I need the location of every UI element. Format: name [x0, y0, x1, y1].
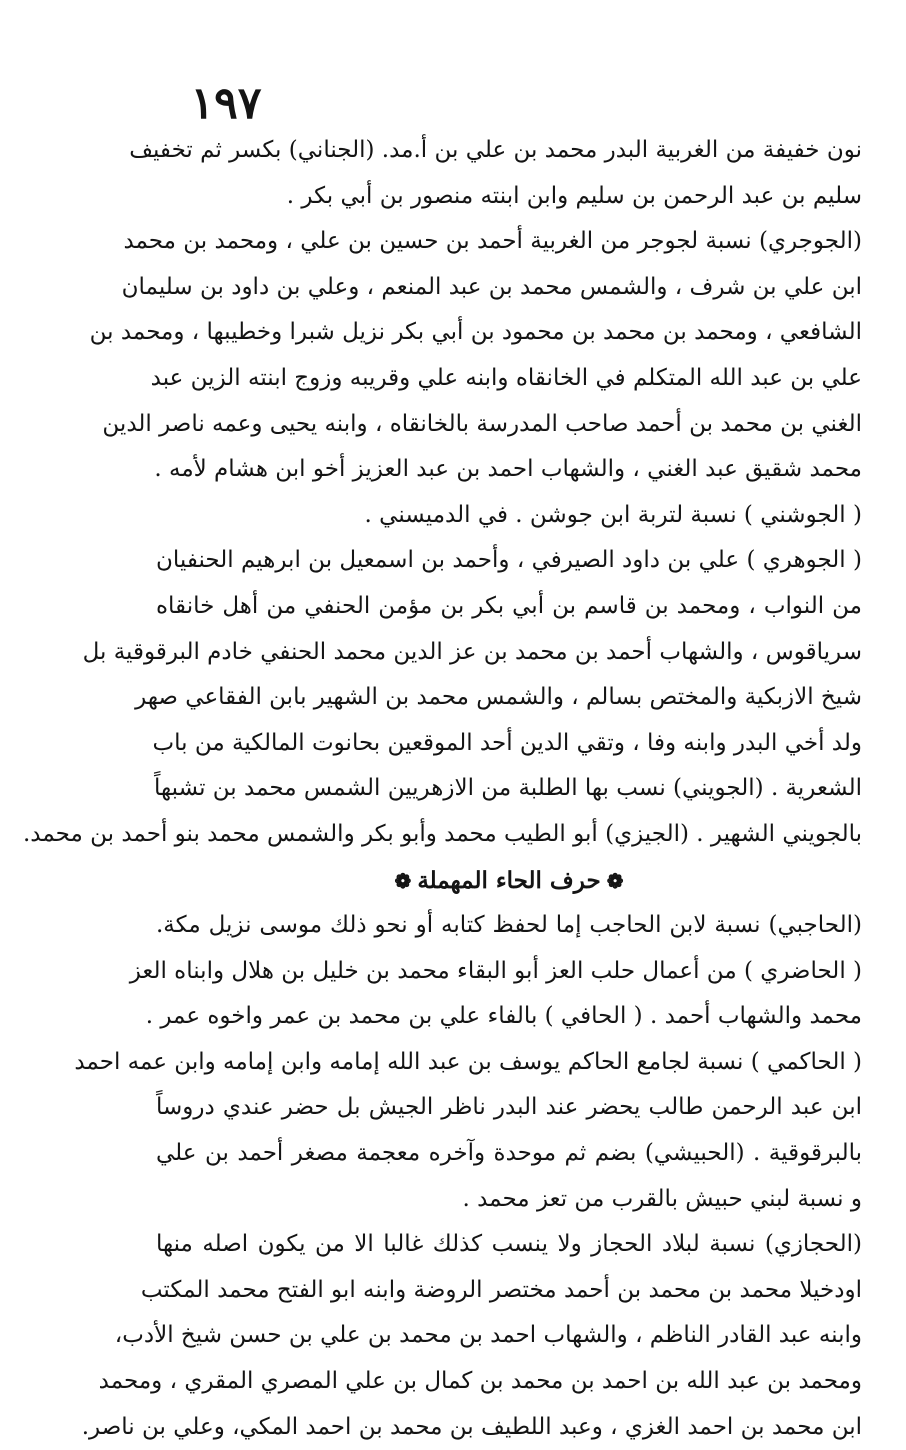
text-line: شيخ الازبكية والمختص بسالم ، والشمس محمد بن الشهير بابن الفقاعي صهر	[135, 684, 862, 711]
text-line: سرياقوس ، والشهاب أحمد بن محمد بن عز الدين محمد الحنفي خادم البرقوقية بل	[82, 638, 862, 665]
text-line: (الحجازي) نسبة لبلاد الحجاز ولا ينسب كذلك غالبا الا من يكون اصله منها	[156, 1231, 862, 1258]
text-line: ابن عبد الرحمن طالب يحضر عند البدر ناظر الجيش بل حضر عندي دروساً	[156, 1094, 862, 1121]
text-line: محمد والشهاب أحمد . ( الحافي ) بالفاء علي بن محمد بن عمر واخوه عمر .	[145, 1003, 862, 1030]
text-line: بالجويني الشهير . (الجيزي) أبو الطيب محمد وأبو بكر والشمس محمد بنو أحمد بن محمد.	[22, 820, 862, 847]
text-line: ( الحاكمي ) نسبة لجامع الحاكم يوسف بن عبد الله إمامه وابن إمامه وابن عمه احمد	[74, 1048, 862, 1075]
text-line: سليم بن عبد الرحمن بن سليم وابن ابنته منصور بن أبي بكر .	[286, 182, 862, 209]
text-line: ( الجوشني ) نسبة لتربة ابن جوشن . في الدميسني .	[364, 501, 862, 528]
text-line: علي بن عبد الله المتكلم في الخانقاه وابنه علي وقريبه وزوج ابنته الزين عبد	[150, 364, 862, 391]
section-heading	[156, 858, 862, 904]
text-line: ( الحاضري ) من أعمال حلب العز أبو البقاء محمد بن خليل بن هلال وابناه العز	[129, 957, 862, 984]
text-line: نون خفيفة من الغربية البدر محمد بن علي بن أ.مد. (الجناني) بكسر ثم تخفيف	[129, 137, 862, 163]
text-line: ابن محمد بن احمد الغزي ، وعبد اللطيف بن محمد بن احمد المكي، وعلي بن ناصر.	[81, 1413, 862, 1440]
text-line: ومحمد بن عبد الله بن احمد بن محمد بن كمال بن علي المصري المقري ، ومحمد	[98, 1368, 862, 1395]
ornament-icon: ❁	[606, 868, 624, 893]
text-line: ولد أخي البدر وابنه وفا ، وتقي الدين أحد الموقعين بحانوت المالكية من باب	[152, 729, 862, 756]
text-line: بالبرقوقية . (الحبيشي) بضم ثم موحدة وآخره معجمة مصغر أحمد بن علي	[156, 1140, 862, 1167]
text-line: الشعرية . (الجويني) نسب بها الطلبة من الازهريين الشمس محمد بن تشبهاً	[154, 775, 862, 802]
text-line: الشافعي ، ومحمد بن محمد بن محمود بن أبي بكر نزيل شبرا وخطيبها ، ومحمد بن	[89, 319, 862, 346]
text-line: وابنه عبد القادر الناظم ، والشهاب احمد بن محمد بن علي بن حسن شيخ الأدب،	[114, 1322, 862, 1349]
page-body	[22, 128, 862, 1450]
page-number: ١٩٧	[190, 78, 262, 129]
text-line: ابن علي بن شرف ، والشمس محمد بن عبد المنعم ، وعلي بن داود بن سليمان	[121, 273, 862, 300]
text-line: الغني بن محمد بن أحمد صاحب المدرسة بالخانقاه ، وابنه يحيى وعمه ناصر الدين	[102, 410, 862, 437]
ornament-icon: ❁	[394, 868, 412, 893]
text-line: و نسبة لبني حبيش بالقرب من تعز محمد .	[462, 1185, 862, 1212]
text-line: من النواب ، ومحمد بن قاسم بن أبي بكر بن مؤمن الحنفي من أهل خانقاه	[156, 592, 862, 619]
text-line: محمد شقيق عبد الغني ، والشهاب احمد بن عبد العزيز أخو ابن هشام لأمه .	[154, 456, 862, 483]
text-line: ( الجوهري ) علي بن داود الصيرفي ، وأحمد بن اسمعيل بن ابرهيم الحنفيان	[156, 547, 862, 574]
text-line: (الجوجري) نسبة لجوجر من الغربية أحمد بن حسين بن علي ، ومحمد بن محمد	[123, 228, 862, 255]
section-heading-text: حرف الحاء المهملة	[417, 866, 601, 894]
text-line: اودخيلا محمد بن محمد بن أحمد مختصر الروضة وابنه ابو الفتح محمد المكتب	[140, 1276, 862, 1303]
text-line: (الحاجبي) نسبة لابن الحاجب إما لحفظ كتابه أو نحو ذلك موسى نزيل مكة.	[156, 912, 862, 939]
